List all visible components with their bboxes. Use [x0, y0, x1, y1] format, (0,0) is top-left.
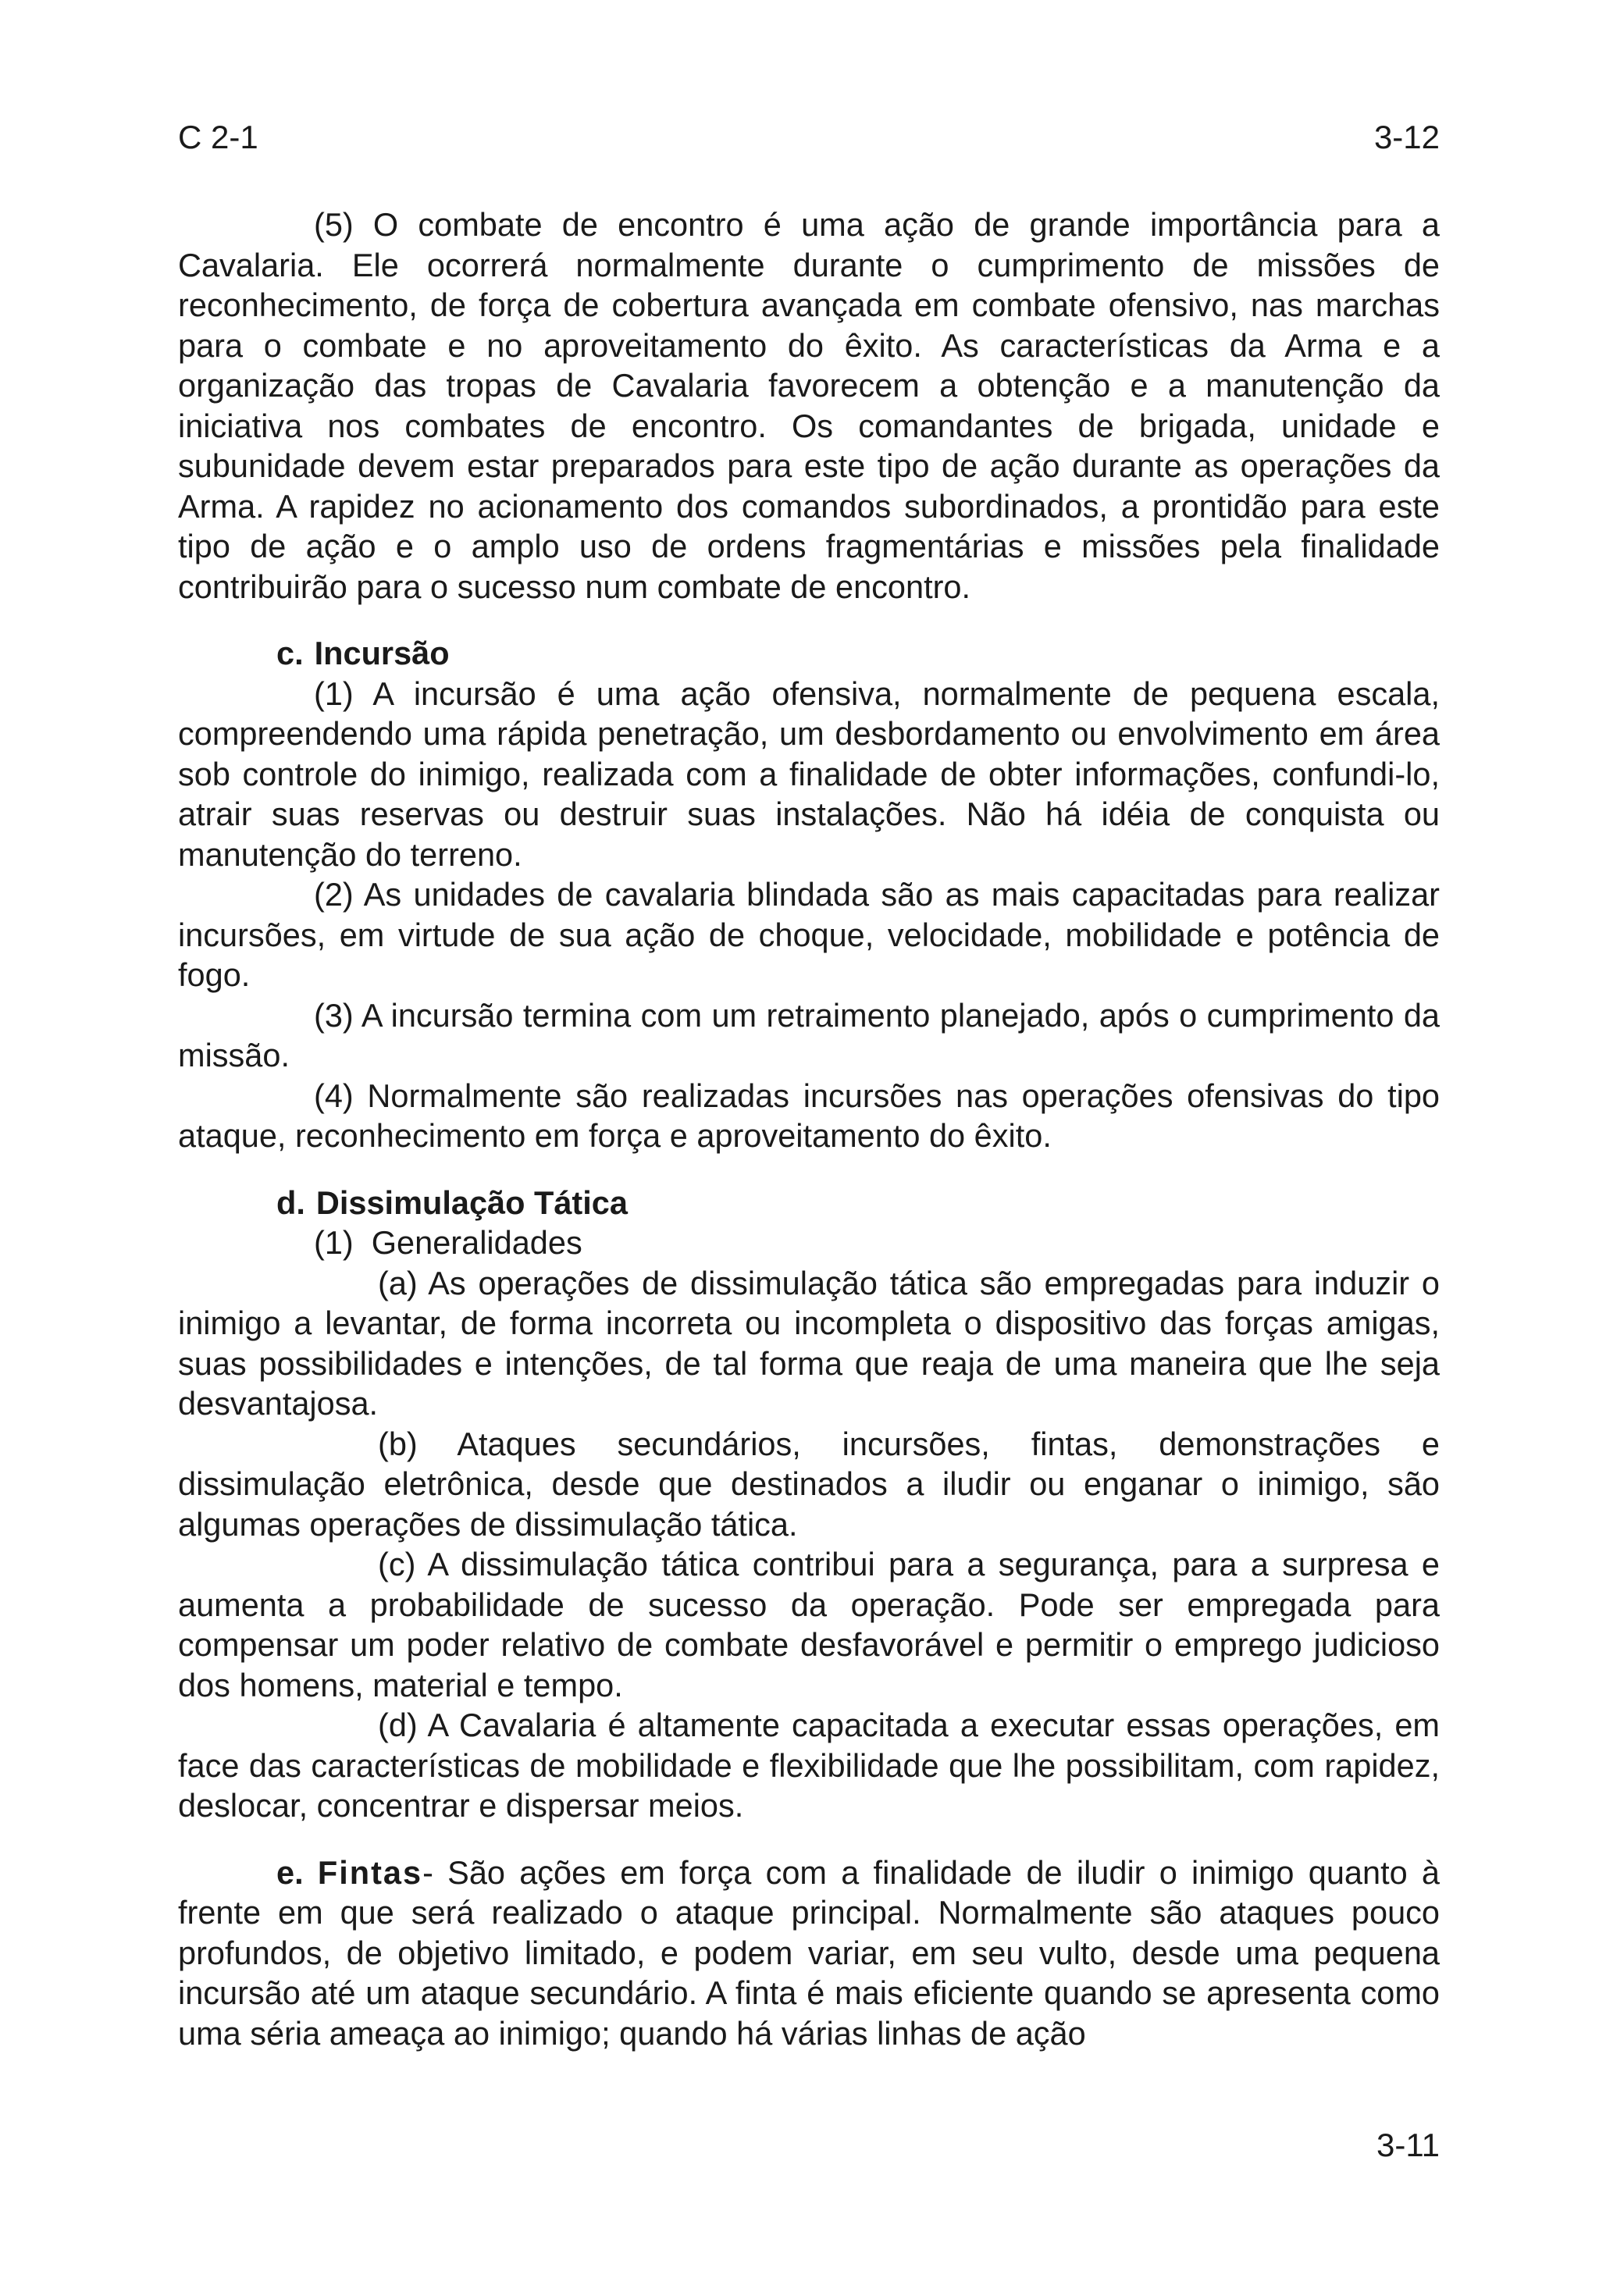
dissimulacao-item-a: (a) As operações de dissimulação tática são empregadas para induzir o inimigo a levantar, de forma incorreta ou incompleta o dispositivo das forças amigas, suas possibilidades e intenções, de tal forma que reaja de uma maneira que lhe seja desvantajosa.	[178, 1264, 1440, 1422]
incursao-item-2: (2) As unidades de cavalaria blindada são as mais capacitadas para realizar incursões, em virtude de sua ação de choque, velocidade, mobilidade e potência de fogo.	[178, 876, 1440, 993]
section-letter: d.	[276, 1184, 305, 1221]
section-heading-dissimulacao	[178, 1183, 1440, 1223]
dissimulacao-item-b: (b) Ataques secundários, incursões, fintas, demonstrações e dissimulação eletrônica, desde que destinados a iludir ou enganar o inimigo, são algumas operações de dissimulação tática.	[178, 1425, 1440, 1543]
paragraph-fintas	[178, 1853, 1440, 2054]
incursao-item-1: (1) A incursão é uma ação ofensiva, normalmente de pequena escala, compreendendo uma rápida penetração, um desbordamento ou envolvimento em área sob controle do inimigo, realizada com a finalidade de obter informações, confundi-lo, atrair suas reservas ou destruir suas instalações. Não há idéia de conquista ou manutenção do terreno.	[178, 675, 1440, 873]
page-number: 3-11	[1376, 2127, 1440, 2163]
incursao-item-3: (3) A incursão termina com um retraimento planejado, após o cumprimento da missão.	[178, 996, 1440, 1073]
running-header-manual-id: C 2-1	[178, 119, 258, 155]
section-title: Fintas	[317, 1853, 423, 1891]
section-title: Dissimulação Tática	[315, 1184, 628, 1221]
dissimulacao-item-c: (c) A dissimulação tática contribui para a segurança, para a surpresa e aumenta a probabilidade de sucesso da operação. Pode ser empregada para compensar um poder relativo de combate desfavorável e permitir o emprego judicioso dos homens, material e tempo.	[178, 1546, 1440, 1703]
page-body	[178, 205, 1440, 2053]
section-title: Incursão	[314, 635, 450, 671]
section-heading-incursao	[178, 633, 1440, 674]
dissimulacao-subheading: (1) Generalidades	[314, 1224, 582, 1261]
fintas-text: - São ações em força com a finalidade de iludir o inimigo quanto à frente em que será realizado o ataque principal. Normalmente são ataques pouco profundos, de objetivo limitado, e podem variar, em seu vulto, desde uma pequena incursão até um ataque secundário. A finta é mais eficiente quando se apresenta como uma séria ameaça ao inimigo; quando há várias linhas de ação	[178, 1853, 1440, 2052]
section-letter: e.	[276, 1853, 304, 1891]
paragraph-combate-encontro: (5) O combate de encontro é uma ação de grande importância para a Cavalaria. Ele ocorrerá normalmente durante o cumprimento de missões de reconhecimento, de força de cobertura avançada em combate ofensivo, nas marchas para o combate e no aproveitamento do êxito. As características da Arma e a organização das tropas de Cavalaria favorecem a obtenção e a manutenção da iniciativa nos combates de encontro. Os comandantes de brigada, unidade e subunidade devem estar preparados para este tipo de ação durante as operações da Arma. A rapidez no acionamento dos comandos subordinados, a prontidão para este tipo de ação e o amplo uso de ordens fragmentárias e missões pela finalidade contribuirão para o sucesso num combate de encontro.	[178, 206, 1440, 605]
incursao-item-4: (4) Normalmente são realizadas incursões nas operações ofensivas do tipo ataque, reconhecimento em força e aproveitamento do êxito.	[178, 1077, 1440, 1154]
running-header-page-ref: 3-12	[1373, 119, 1440, 155]
section-letter: c.	[276, 635, 304, 671]
dissimulacao-item-d: (d) A Cavalaria é altamente capacitada a executar essas operações, em face das características de mobilidade e flexibilidade que lhe possibilitam, com rapidez, deslocar, concentrar e dispersar meios.	[178, 1707, 1440, 1824]
